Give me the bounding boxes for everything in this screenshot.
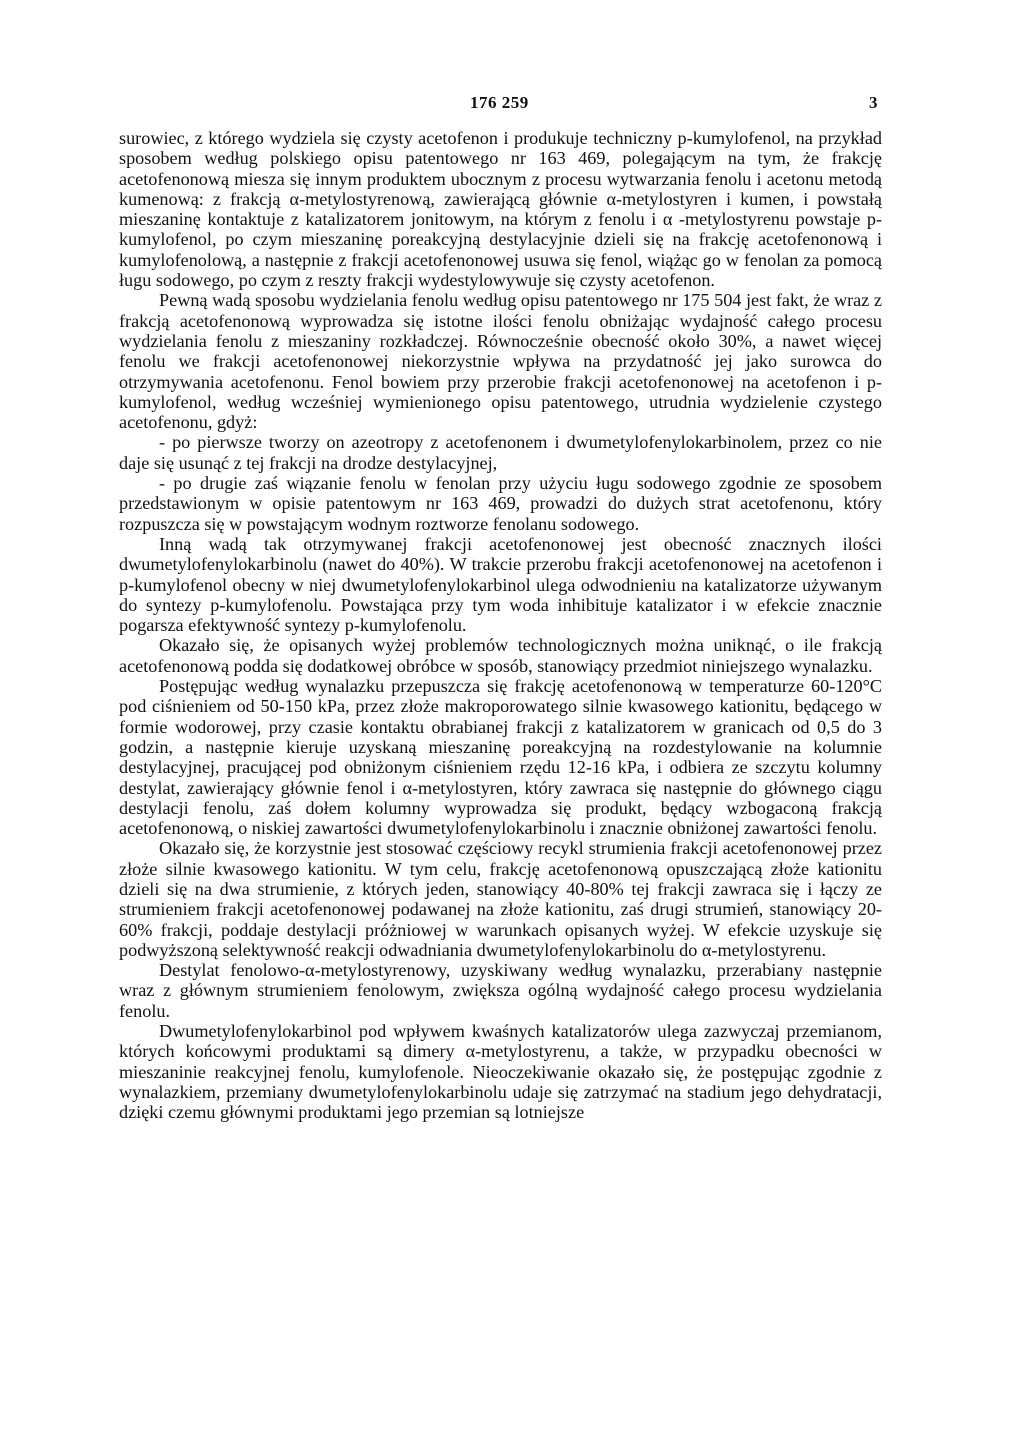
paragraph-3: - po pierwsze tworzy on azeotropy z acetofenonem i dwumetylofenylokarbinolem, przez co nie daje się usunąć z tej frakcji na drodze destylacyjnej, — [119, 432, 882, 473]
document-body — [119, 128, 882, 1123]
patent-number: 176 259 — [470, 93, 529, 112]
paragraph-6: Okazało się, że opisanych wyżej problemów technologicznych można uniknąć, o ile frakcją acetofenonową podda się dodatkowej obróbce w sposób, stanowiący przedmiot niniejszego wynalazku. — [119, 635, 882, 676]
paragraph-5: Inną wadą tak otrzymywanej frakcji acetofenonowej jest obecność znacznych ilości dwumetylofenylokarbinolu (nawet do 40%). W trakcie przerobu frakcji acetofenonowej na acetofenon i p-kumylofenol obecny w niej dwumetylofenylokarbinol ulega odwodnieniu na katalizatorze używanym do syntezy p-kumylofenolu. Powstająca przy tym woda inhibituje katalizator i w efekcie znacznie pogarsza efektywność syntezy p-kumylofenolu. — [119, 533, 882, 636]
paragraph-10: Dwumetylofenylokarbinol pod wpływem kwaśnych katalizatorów ulega zazwyczaj przemianom, których końcowymi produktami są dimery α-metylostyrenu, a także, w przypadku obecności w mieszaninie reakcyjnej fenolu, kumylofenole. Nieoczekiwanie okazało się, że postępując zgodnie z wynalazkiem, przemiany dwumetylofenylokarbinolu udaje się zatrzymać na stadium jego dehydratacji, dzięki czemu głównymi produktami jego przemian są lotniejsze — [119, 1021, 882, 1123]
paragraph-2: Pewną wadą sposobu wydzielania fenolu według opisu patentowego nr 175 504 jest fakt, że wraz z frakcją acetofenonową wyprowadza się istotne ilości fenolu obniżając wydajność całego procesu wydzielania fenolu z mieszaniny rozkładczej. Równocześnie obecność około 30%, a nawet więcej fenolu we frakcji acetofenonowej niekorzystnie wpływa na przydatność jej jako surowca do otrzymywania acetofenonu. Fenol bowiem przy przerobie frakcji acetofenonowej na acetofenon i p-kumylofenol, według wcześniej wymienionego opisu patentowego, utrudnia wydzielenie czystego acetofenonu, gdyż: — [119, 290, 882, 433]
paragraph-8: Okazało się, że korzystnie jest stosować częściowy recykl strumienia frakcji acetofenonowej przez złoże silnie kwasowego kationitu. W tym celu, frakcję acetofenonową opuszczającą złoże kationitu dzieli się na dwa strumienie, z których jeden, stanowiący 40-80% tej frakcji zawraca się i łączy ze strumieniem frakcji acetofenonowej podawanej na złoże kationitu, zaś drugi strumień, stanowiący 20-60% frakcji, poddaje destylacji próżniowej w warunkach opisanych wyżej. W efekcie uzyskuje się podwyższoną selektywność reakcji odwadniania dwumetylofenylokarbinolu do α-metylostyrenu. — [119, 838, 882, 960]
paragraph-1: surowiec, z którego wydziela się czysty acetofenon i produkuje techniczny p-kumylofenol, na przykład sposobem według polskiego opisu patentowego nr 163 469, polegającym na tym, że frakcję acetofenonową miesza się innym produktem ubocznym z procesu wytwarzania fenolu i acetonu metodą kumenową: z frakcją α-metylostyrenową, zawierającą głównie α-metylostyren i kumen, i powstałą mieszaninę kontaktuje z katalizatorem jonitowym, na którym z fenolu i α -metylostyrenu powstaje p-kumylofenol, po czym mieszaninę poreakcyjną destylacyjnie dzieli się na frakcję acetofenonową i kumylofenolową, a następnie z frakcji acetofenonowej usuwa się fenol, wiążąc go w fenolan za pomocą ługu sodowego, po czym z reszty frakcji wydestylowywuje się czysty acetofenon. — [119, 128, 882, 291]
page-index: 3 — [869, 93, 878, 112]
paragraph-4: - po drugie zaś wiązanie fenolu w fenolan przy użyciu ługu sodowego zgodnie ze sposobem przedstawionym w opisie patentowym nr 163 469, prowadzi do dużych strat acetofenonu, który rozpuszcza się w powstającym wodnym roztworze fenolanu sodowego. — [119, 473, 882, 534]
paragraph-7: Postępując według wynalazku przepuszcza się frakcję acetofenonową w temperaturze 60-120°C pod ciśnieniem od 50-150 kPa, przez złoże makroporowatego silnie kwasowego kationitu, będącego w formie wodorowej, przy czasie kontaktu obrabianej frakcji z katalizatorem w granicach od 0,5 do 3 godzin, a następnie kieruje uzyskaną mieszaninę poreakcyjną na rozdestylowanie na kolumnie destylacyjnej, pracującej pod obniżonym ciśnieniem rzędu 12-16 kPa, i odbiera ze szczytu kolumny destylat, zawierający głównie fenol i α-metylostyren, który zawraca się następnie do głównego ciągu destylacji fenolu, zaś dołem kolumny wyprowadza się produkt, będący wzbogaconą frakcją acetofenonową, o niskiej zawartości dwumetylofenylokarbinolu i znacznie obniżonej zawartości fenolu. — [119, 676, 882, 839]
paragraph-9: Destylat fenolowo-α-metylostyrenowy, uzyskiwany według wynalazku, przerabiany następnie wraz z głównym strumieniem fenolowym, zwiększa ogólną wydajność całego procesu wydzielania fenolu. — [119, 960, 882, 1021]
